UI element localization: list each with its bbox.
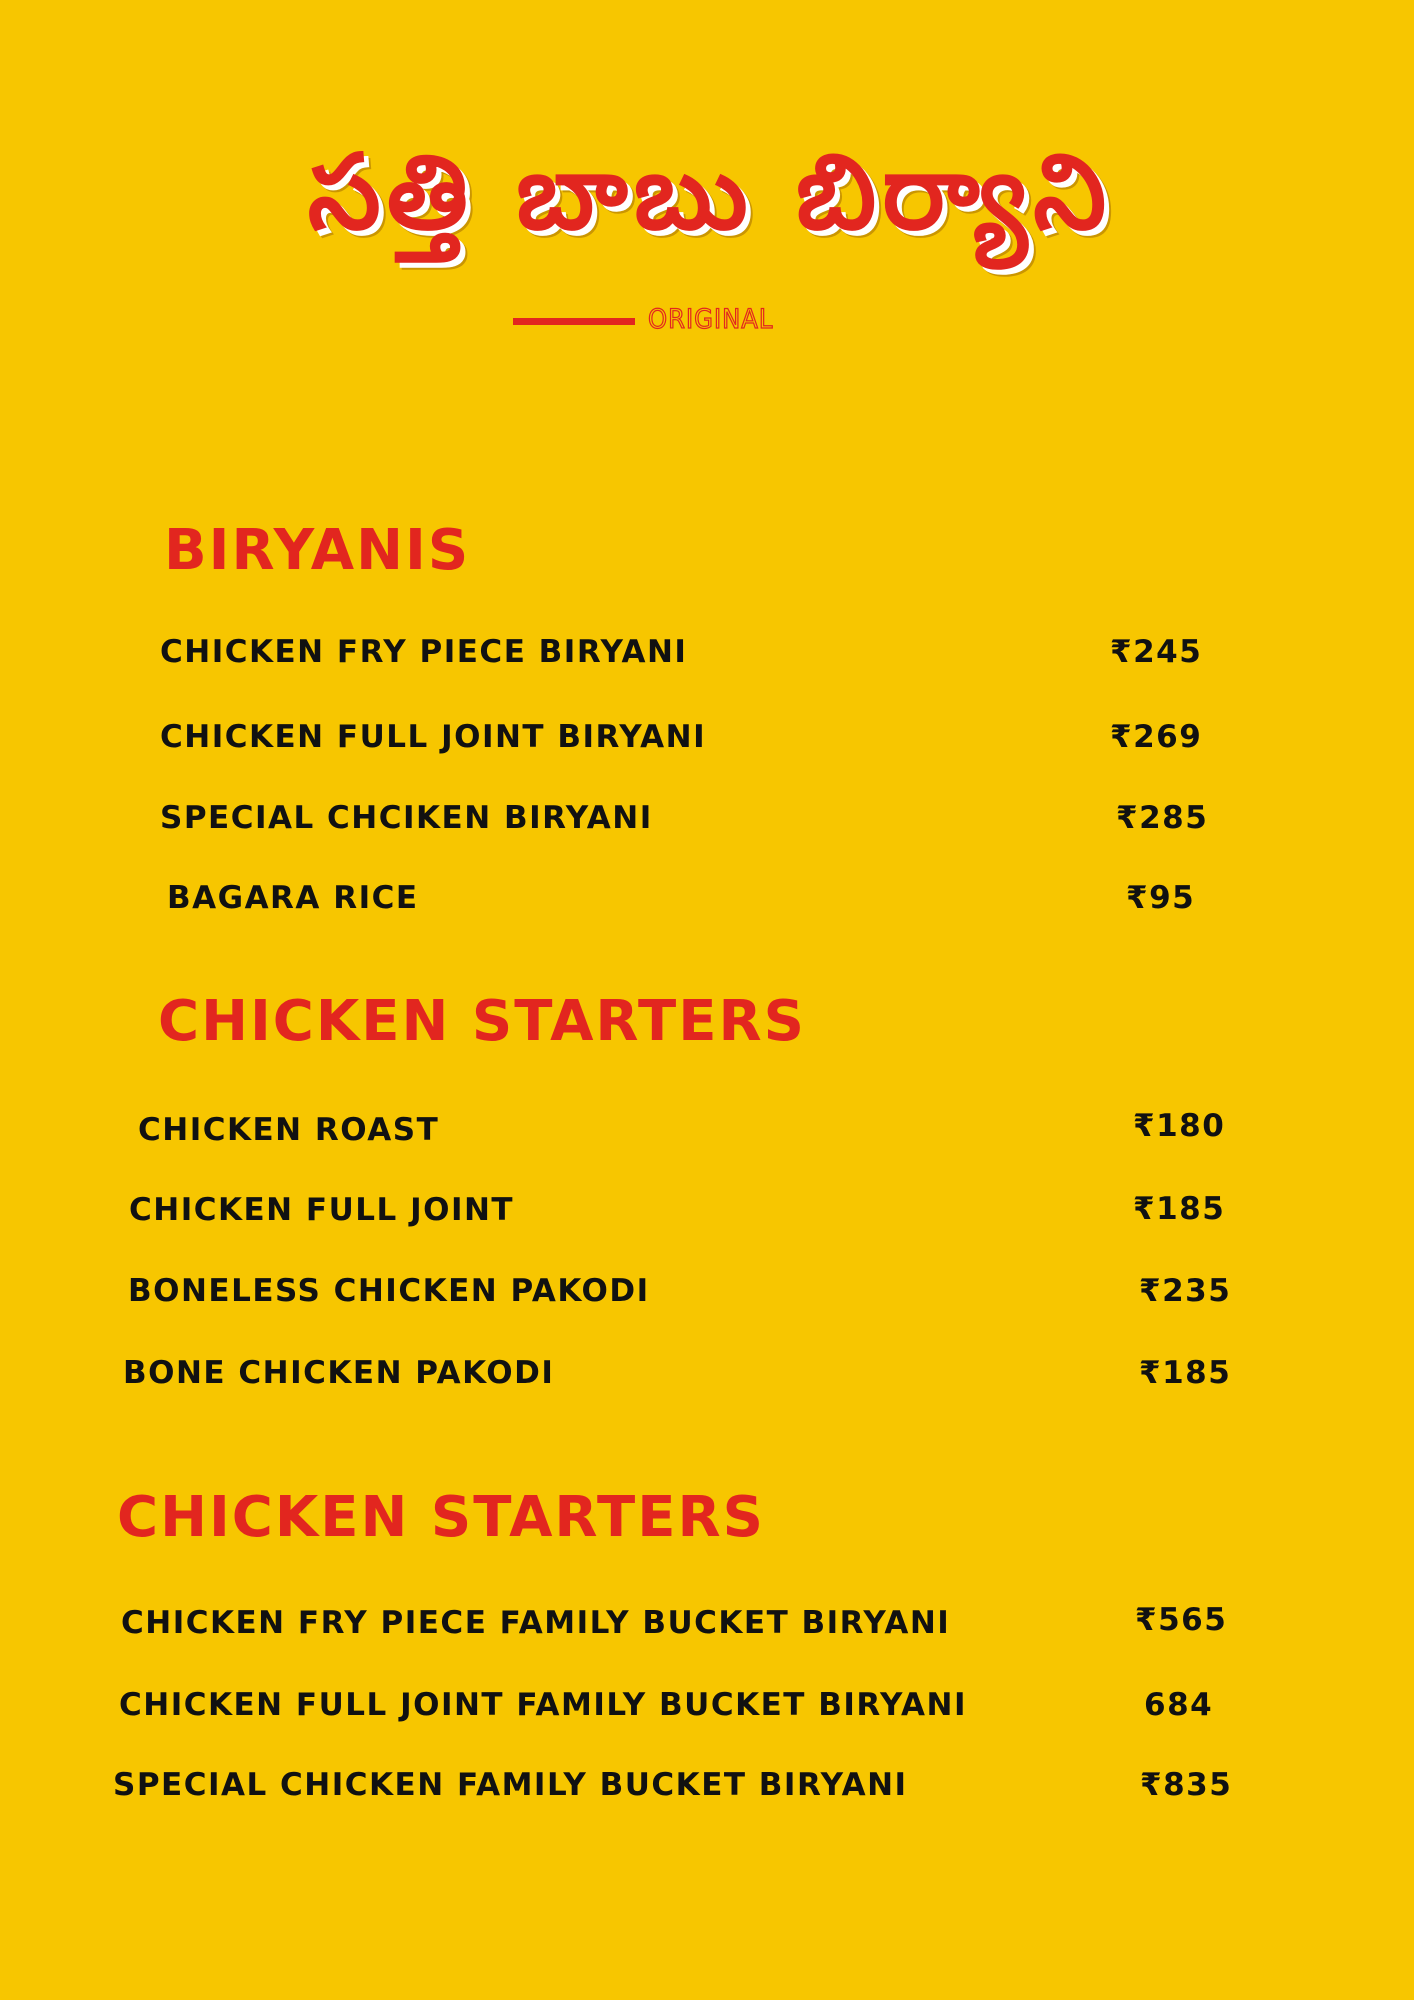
menu-item-name: CHICKEN FULL JOINT FAMILY BUCKET BIRYANI (119, 1687, 968, 1723)
menu-item-name: BAGARA RICE (167, 880, 419, 916)
logo (0, 110, 1414, 350)
menu-item-name: CHICKEN FULL JOINT (129, 1192, 515, 1228)
menu-item-name: CHICKEN FULL JOINT BIRYANI (160, 719, 707, 755)
menu-item-name: SPECIAL CHCIKEN BIRYANI (160, 800, 653, 836)
logo-title: సత్తి బాబు బిర్యాని (307, 131, 1113, 253)
menu-item-price: ₹285 (1116, 800, 1209, 836)
menu-item-name: SPECIAL CHICKEN FAMILY BUCKET BIRYANI (113, 1767, 908, 1803)
menu-item-price: ₹245 (1110, 634, 1203, 670)
menu-item-price: ₹235 (1139, 1273, 1232, 1309)
section-title-biryanis: BIRYANIS (164, 518, 471, 583)
section-title-chicken-starters: CHICKEN STARTERS (158, 989, 806, 1054)
menu-item-name: CHICKEN FRY PIECE FAMILY BUCKET BIRYANI (121, 1605, 951, 1641)
menu-item-price: ₹185 (1139, 1355, 1232, 1391)
menu-item-name: BONELESS CHICKEN PAKODI (128, 1273, 650, 1309)
logo-divider (513, 318, 635, 325)
menu-item-price: ₹565 (1135, 1602, 1228, 1638)
menu-item-name: CHICKEN FRY PIECE BIRYANI (160, 634, 688, 670)
menu-item-price: ₹95 (1126, 880, 1196, 916)
menu-item-name: BONE CHICKEN PAKODI (123, 1355, 555, 1391)
menu-item-price: 684 (1144, 1687, 1214, 1723)
section-title-family-buckets: CHICKEN STARTERS (117, 1485, 765, 1550)
menu-item-name: CHICKEN ROAST (138, 1112, 440, 1148)
menu-item-price: ₹185 (1133, 1191, 1226, 1227)
menu-item-price: ₹269 (1110, 719, 1203, 755)
menu-item-price: ₹835 (1140, 1767, 1233, 1803)
logo-subtitle: ORIGINAL (648, 304, 774, 335)
menu-item-price: ₹180 (1133, 1108, 1226, 1144)
